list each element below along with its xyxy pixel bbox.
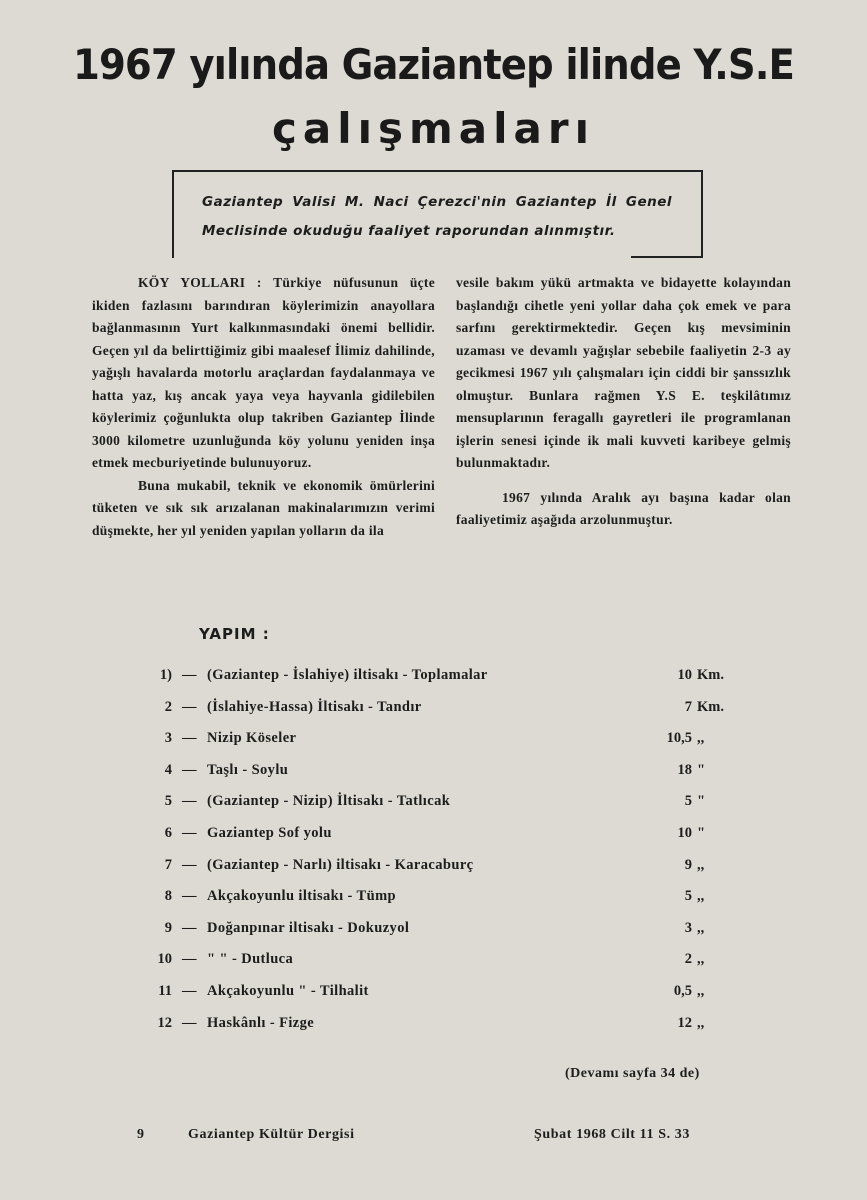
road-number: 3: [164, 730, 172, 747]
road-number: 10: [157, 951, 172, 968]
road-number: 11: [158, 983, 172, 999]
road-number: 4: [164, 761, 172, 778]
road-length: 12: [677, 1014, 692, 1031]
road-length: 3: [684, 919, 692, 936]
source-note: Gaziantep Valisi M. Naci Çerezci'nin Gaziantep İl Genel Meclisinde okuduğu faaliyet raporundan alınmıştır.: [202, 194, 672, 239]
road-unit: Km.: [697, 667, 724, 683]
road-dash: —: [182, 951, 197, 968]
road-row: [0, 730, 867, 754]
footer-page-number: 9: [137, 1127, 145, 1142]
road-unit: ,,: [697, 1014, 705, 1031]
road-row: [0, 857, 867, 881]
road-name: (Gaziantep - Narlı) iltisakı - Karacaburç: [207, 856, 474, 873]
road-unit: ": [697, 793, 706, 810]
road-row: [0, 667, 867, 691]
road-unit: ,,: [697, 919, 705, 936]
paragraph-1: [92, 272, 435, 475]
road-dash: —: [182, 919, 197, 936]
road-row: [0, 920, 867, 944]
road-dash: —: [182, 856, 197, 873]
road-row: [0, 793, 867, 817]
road-dash: —: [182, 825, 197, 841]
road-dash: —: [182, 730, 197, 747]
section-lead: KÖY YOLLARI :: [138, 275, 262, 290]
article-title-line-2: çalışmaları: [272, 104, 595, 153]
road-dash: —: [182, 888, 197, 905]
road-dash: —: [182, 761, 197, 778]
road-length: 2: [684, 951, 692, 968]
road-dash: —: [182, 698, 197, 715]
paragraph-4: 1967 yılında Aralık ayı başına kadar olan faaliyetimiz aşağıda arzolunmuştur.: [456, 489, 791, 527]
article-title-line-1: 1967 yılında Gaziantep ilinde Y.S.E: [72, 40, 795, 89]
road-number: 1): [159, 667, 172, 683]
road-number: 7: [164, 856, 172, 873]
road-number: 2: [164, 698, 172, 715]
road-unit: Km.: [697, 698, 724, 715]
road-length: 7: [684, 698, 692, 715]
road-unit: ,,: [697, 951, 705, 968]
road-name: (İslahiye-Hassa) İltisakı - Tandır: [207, 698, 422, 715]
road-dash: —: [182, 793, 197, 810]
road-dash: —: [182, 1014, 197, 1031]
road-length: 5: [684, 888, 692, 905]
left-column: [92, 272, 435, 542]
road-name: Gaziantep Sof yolu: [207, 825, 332, 841]
road-name: Doğanpınar iltisakı - Dokuzyol: [207, 919, 410, 936]
road-row: [0, 1015, 867, 1039]
road-row: [0, 762, 867, 786]
road-length: 0,5: [673, 983, 692, 999]
road-row: [0, 825, 867, 849]
road-name: Akçakoyunlu " - Tilhalit: [207, 983, 369, 999]
section-title-yapim: YAPIM :: [199, 625, 270, 643]
road-length: 18: [677, 761, 692, 778]
continued-note: (Devamı sayfa 34 de): [565, 1066, 700, 1081]
road-row: [0, 983, 867, 1007]
road-name: Akçakoyunlu iltisakı - Tümp: [207, 888, 397, 905]
road-row: [0, 699, 867, 723]
box-bottom-rule: [631, 256, 703, 258]
road-unit: ": [697, 761, 706, 778]
paragraph-3: vesile bakım yükü artmakta ve bidayette kolayından başlandığı cihetle yeni yollar daha çok emek ve para sarfını gerektirmektedir. Geçen kış mevsiminin uzaması ve devamlı yağışlar sebebile faaliyetin 2-3 ay gecikmesi 1967 yılı çalışmaları için ciddi bir şanssızlık olmuştur. Bunlara rağmen Y.S E. teşkilâtımız mensuplarının feragallı gayretleri ile programlanan işlerin senesi içinde ik mali kuvveti karibeye gelmiş bulunmaktadır.: [456, 275, 791, 470]
footer-issue-info: Şubat 1968 Cilt 11 S. 33: [534, 1127, 690, 1142]
road-unit: ,,: [697, 856, 705, 873]
source-note-box: [172, 170, 703, 258]
road-unit: ,,: [697, 730, 705, 747]
road-length: 9: [684, 856, 692, 873]
road-number: 9: [164, 919, 172, 936]
road-number: 5: [164, 793, 172, 810]
road-length: 10: [677, 825, 692, 841]
road-dash: —: [182, 983, 197, 999]
road-unit: ": [697, 825, 706, 841]
road-name: Nizip Köseler: [207, 730, 297, 747]
footer-magazine-name: Gaziantep Kültür Dergisi: [188, 1127, 355, 1142]
road-dash: —: [182, 667, 197, 683]
road-length: 10,5: [666, 730, 692, 747]
road-unit: ,,: [697, 888, 705, 905]
road-name: (Gaziantep - Nizip) İltisakı - Tatlıcak: [207, 793, 451, 810]
road-length: 10: [677, 667, 692, 683]
road-name: (Gaziantep - İslahiye) iltisakı - Toplamalar: [207, 667, 488, 683]
road-name: Haskânlı - Fizge: [207, 1014, 315, 1031]
paragraph-2: Buna mukabil, teknik ve ekonomik ömürlerini tüketen ve sık sık arızalanan makinalarımızın verimi düşmekte, her yıl yeniden yapılan yolların da ila: [92, 477, 435, 538]
road-name: " " - Dutluca: [207, 951, 294, 968]
paragraph-1-text: Türkiye nüfusunun üçte ikiden fazlasını barındıran köylerimizin anayollara bağlanmasının Yurt kalkınmasındaki önemi bellidir. Geçen yıl da belirttiğimiz gibi maalesef İlimiz dahilinde, yağışlı havalarda motorlu araçlardan faydalanmaya ve hatta yaz, kış ancak yaya veya hayvanla gidilebilen köylerimiz çoğunlukta olup takriben Gaziantep İlinde 3000 kilometre uzunluğunda köy yolunu yeniden inşa etmek mecburiyetinde bulunuyoruz.: [92, 275, 436, 470]
right-column: [456, 272, 791, 532]
road-length: 5: [684, 793, 692, 810]
road-row: [0, 888, 867, 912]
road-number: 8: [164, 888, 172, 905]
road-name: Taşlı - Soylu: [207, 761, 289, 778]
road-row: [0, 951, 867, 975]
road-unit: ,,: [697, 983, 705, 999]
road-number: 12: [157, 1014, 172, 1031]
road-number: 6: [164, 825, 172, 841]
